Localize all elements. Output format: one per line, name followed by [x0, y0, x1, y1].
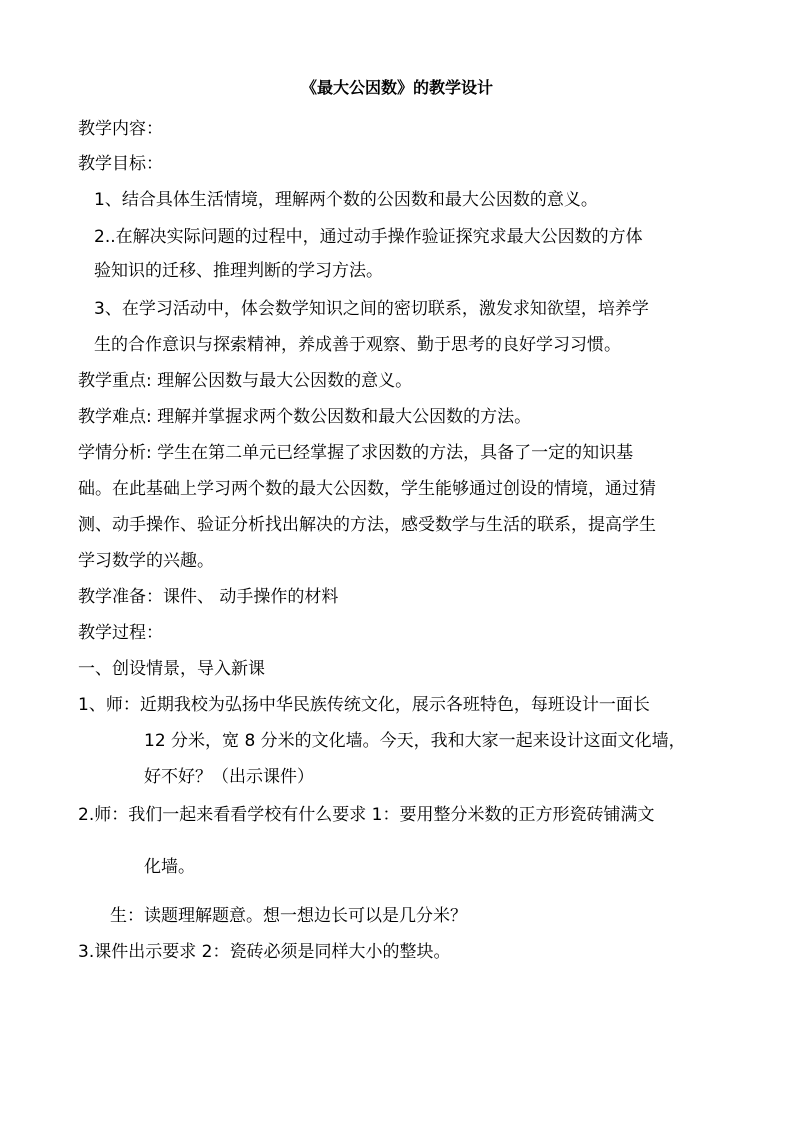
difficulty: 教学难点: 理解并掌握求两个数公因数和最大公因数的方法。 — [78, 407, 532, 427]
goal-3-cont: 生的合作意识与探索精神，养成善于观察、勤于思考的良好学习习惯。 — [94, 335, 621, 355]
analysis-line-1: 学情分析: 学生在第二单元已经掌握了求因数的方法，具备了一定的知识基 — [78, 443, 634, 463]
step-1-line-2: 12 分米，宽 8 分米的文化墙。今天，我和大家一起来设计这面文化墙， — [144, 731, 686, 751]
goal-2: 2..在解决实际问题的过程中，通过动手操作验证探究求最大公因数的方体 — [94, 227, 643, 247]
preparation: 教学准备：课件、 动手操作的材料 — [78, 587, 339, 607]
analysis-line-2: 础。在此基础上学习两个数的最大公因数，学生能够通过创设的情境，通过猜 — [78, 479, 656, 499]
document-title: 《最大公因数》的教学设计 — [300, 78, 493, 97]
step-1-line-1: 1、师：近期我校为弘扬中华民族传统文化，展示各班特色，每班设计一面长 — [78, 695, 650, 715]
step-3: 3.课件出示要求 2：瓷砖必须是同样大小的整块。 — [78, 942, 451, 962]
student-response: 生：读题理解题意。想一想边长可以是几分米？ — [110, 906, 467, 926]
content-label: 教学内容： — [78, 119, 163, 139]
goal-3: 3、在学习活动中，体会数学知识之间的密切联系，激发求知欲望，培养学 — [94, 299, 649, 319]
step-2-line-2: 化墙。 — [144, 857, 195, 877]
step-1-line-3: 好不好？（出示课件） — [144, 767, 314, 787]
section-1-heading: 一、创设情景，导入新课 — [78, 659, 265, 679]
analysis-line-3: 测、动手操作、验证分析找出解决的方法，感受数学与生活的联系，提高学生 — [78, 515, 656, 535]
goal-1: 1、结合具体生活情境，理解两个数的公因数和最大公因数的意义。 — [94, 190, 598, 210]
key-point: 教学重点: 理解公因数与最大公因数的意义。 — [78, 371, 413, 391]
process-label: 教学过程： — [78, 623, 163, 643]
analysis-line-4: 学习数学的兴趣。 — [78, 551, 214, 571]
step-2-line-1: 2.师：我们一起来看看学校有什么要求 1：要用整分米数的正方形瓷砖铺满文 — [78, 805, 655, 825]
goals-label: 教学目标： — [78, 154, 163, 174]
goal-2-cont: 验知识的迁移、推理判断的学习方法。 — [94, 261, 383, 281]
